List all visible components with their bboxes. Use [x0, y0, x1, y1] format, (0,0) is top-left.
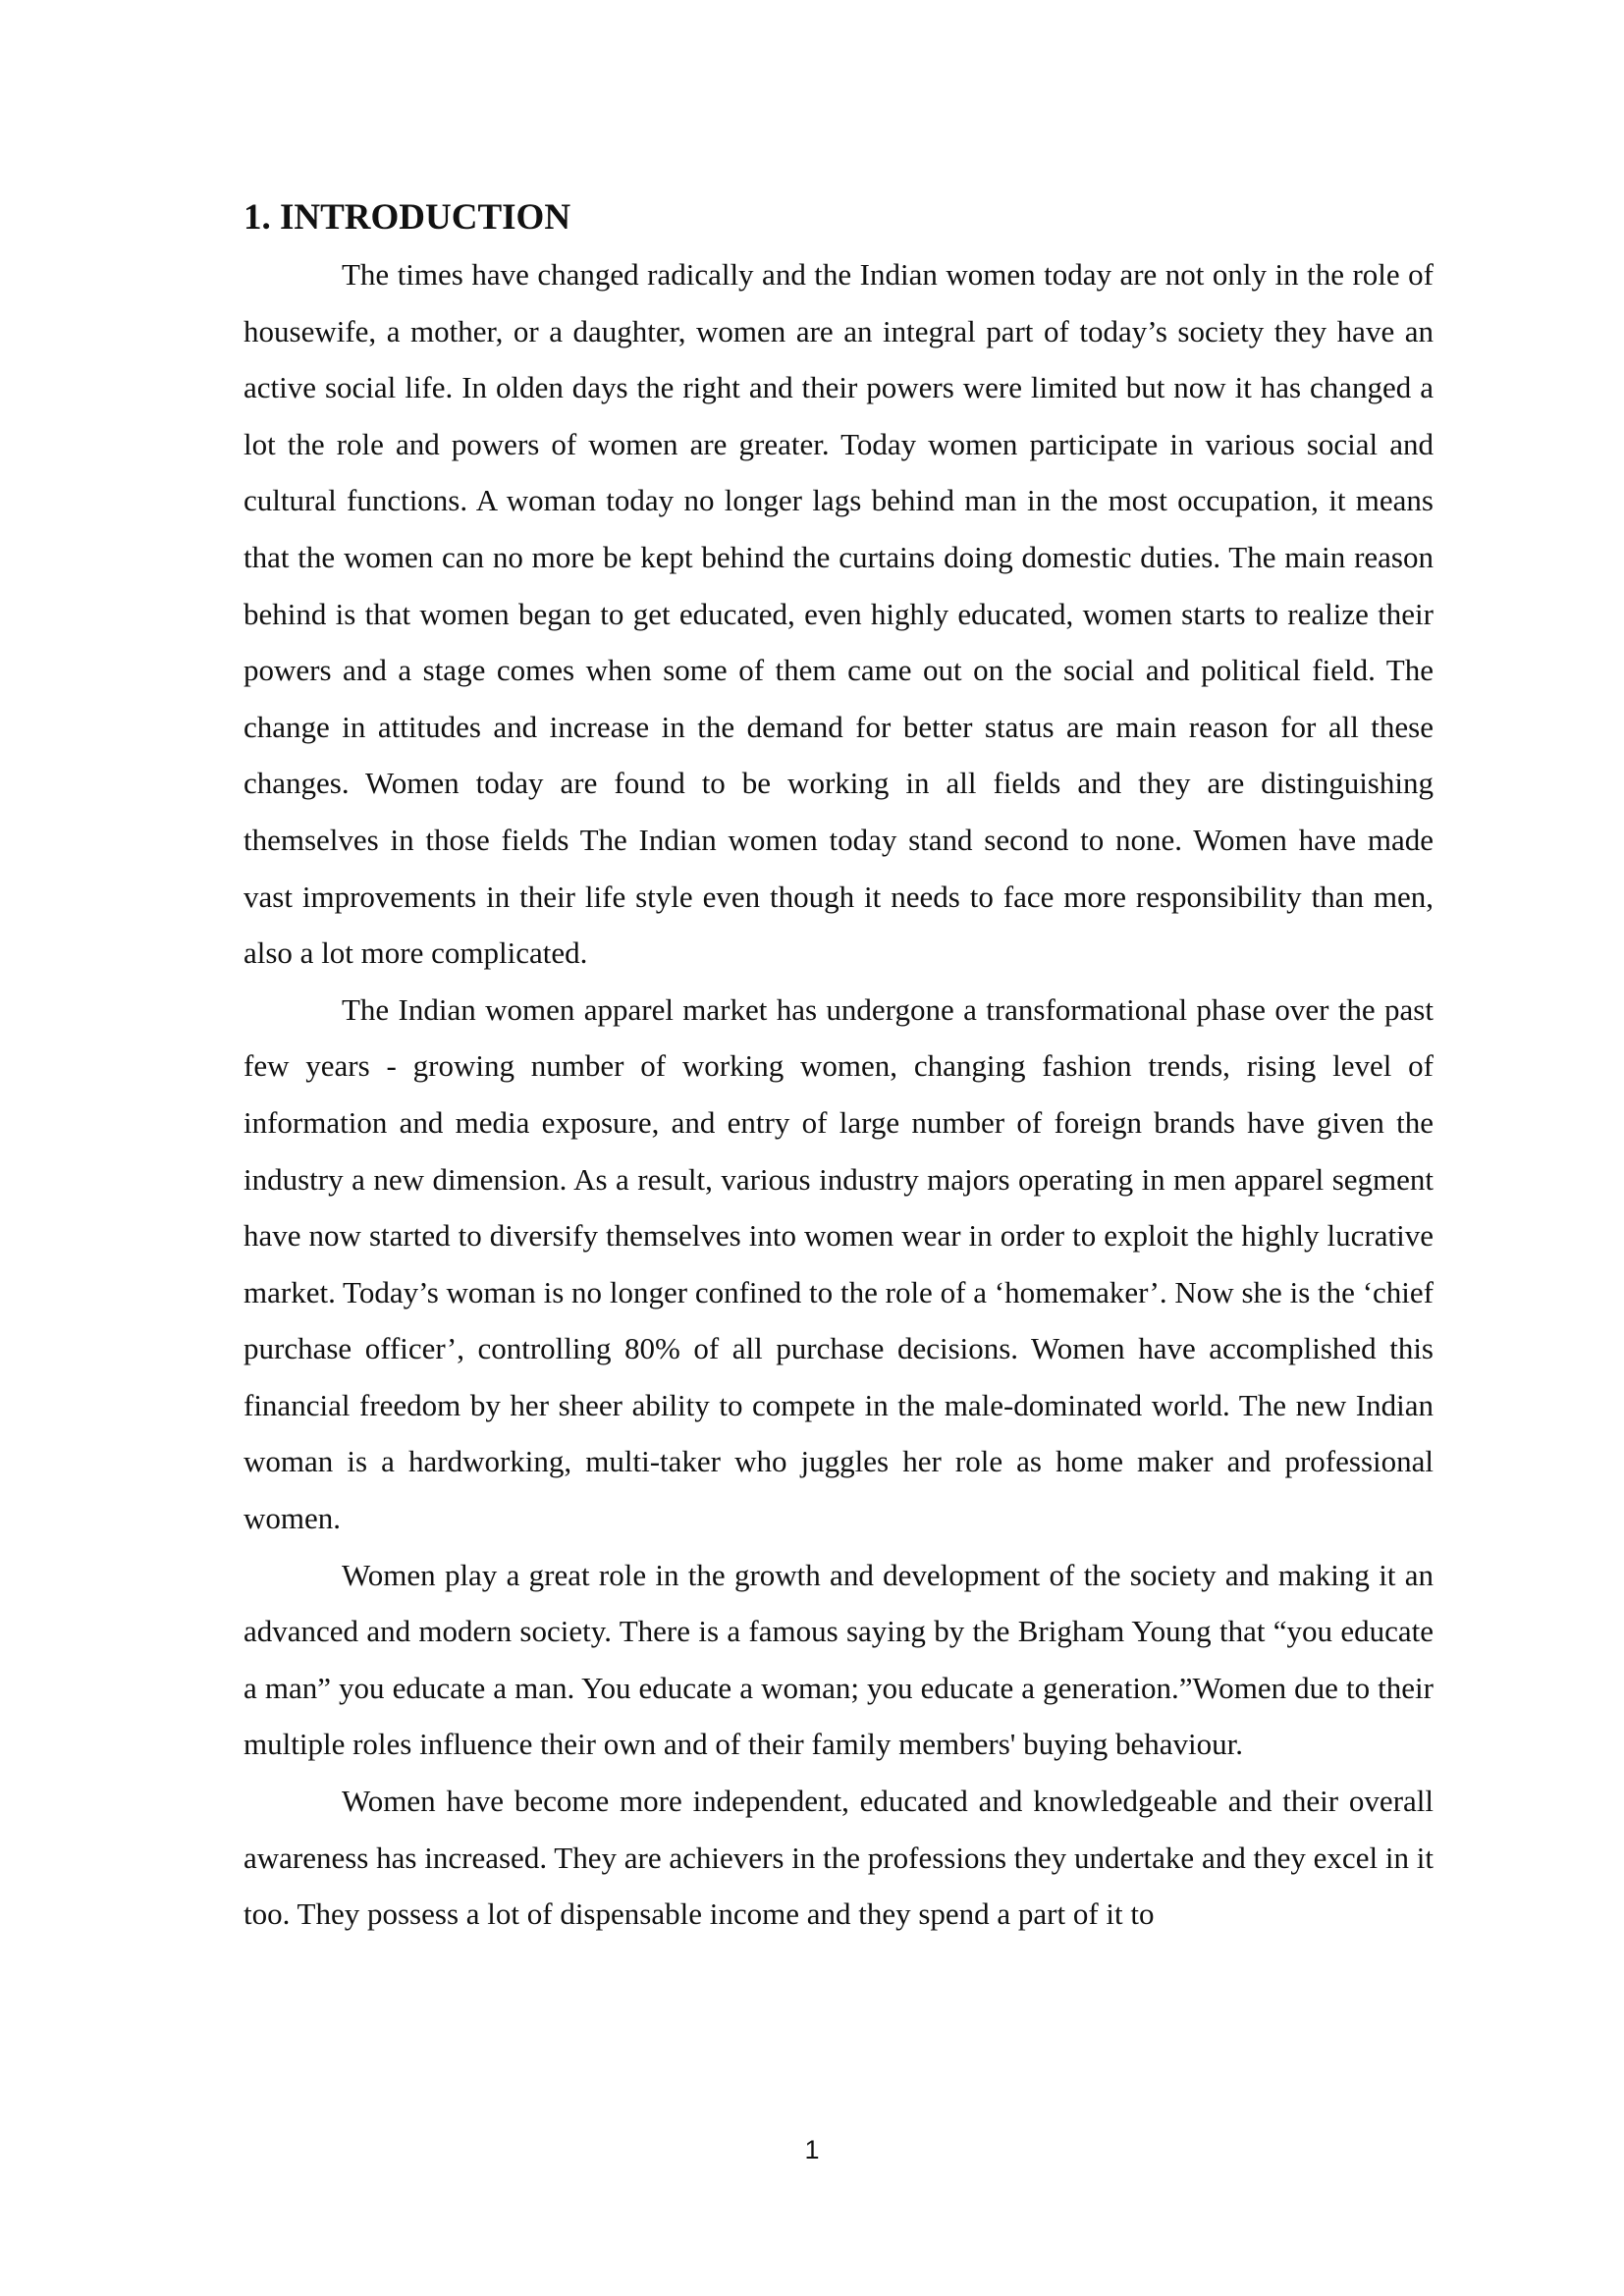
paragraph: The times have changed radically and the Indian women today are not only in the role of housewife, a mother, or a daughter, women are an integral part of today’s society they have an active social life. In olden days the right and their powers were limited but now it has changed a lot the role and powers of women are greater. Today women participate in various social and cultural functions. A woman today no longer lags behind man in the most occupation, it means that the women can no more be kept behind the curtains doing domestic duties. The main reason behind is that women began to get educated, even highly educated, women starts to realize their powers and a stage comes when some of them came out on the social and political field. The change in attitudes and increase in the demand for better status are main reason for all these changes. Women today are found to be working in all fields and they are distinguishing themselves in those fields The Indian women today stand second to none. Women have made vast improvements in their life style even though it needs to face more responsibility than men, also a lot more complicated. [244, 257, 1434, 971]
paragraph: The Indian women apparel market has undergone a transformational phase over the past few years - growing number of working women, changing fashion trends, rising level of information and media exposure, and entry of large number of foreign brands have given the industry a new dimension. As a result, various industry majors operating in men apparel segment have now started to diversify themselves into women wear in order to exploit the highly lucrative market. Today’s woman is no longer confined to the role of a ‘homemaker’. Now she is the ‘chief purchase officer’, controlling 80% of all purchase decisions. Women have accomplished this financial freedom by her sheer ability to compete in the male-dominated world. The new Indian woman is a hardworking, multi-taker who juggles her role as home maker and professional women. [244, 991, 1434, 1536]
paragraph: Women have become more independent, educated and knowledgeable and their overall awareness has increased. They are achievers in the professions they undertake and they excel in it too. They possess a lot of dispensable income and they spend a part of it to [244, 1784, 1434, 1932]
page-number: 1 [804, 2135, 820, 2164]
page-body [244, 189, 1434, 1943]
section-heading: 1. INTRODUCTION [244, 197, 571, 238]
paragraph: Women play a great role in the growth and development of the society and making it an advanced and modern society. There is a famous saying by the Brigham Young that “you educate a man” you educate a man. You educate a woman; you educate a generation.”Women due to their multiple roles influence their own and of their family members' buying behaviour. [244, 1557, 1434, 1762]
